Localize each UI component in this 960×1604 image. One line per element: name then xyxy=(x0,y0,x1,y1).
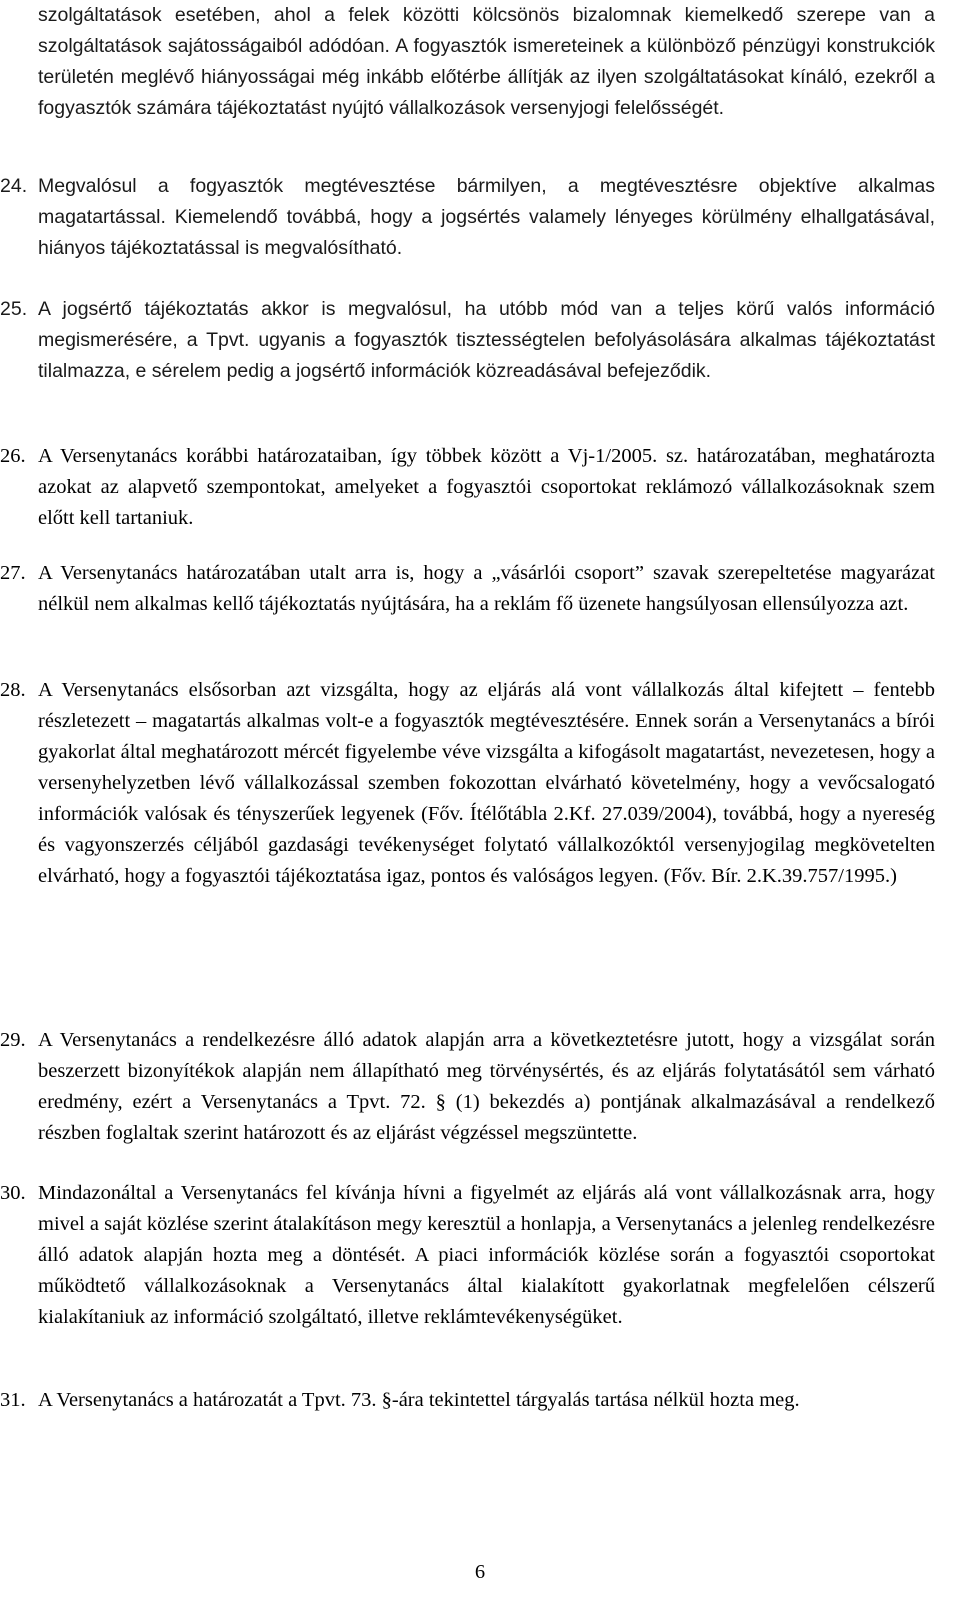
continuation-paragraph xyxy=(38,0,935,124)
paragraph-text: A Versenytanács elsősorban azt vizsgálta, hogy az eljárás alá vont vállalkozás által kifejtett – fentebb részletezett – magatartás alkalmas volt-e a fogyasztók megtévesztésére. Ennek során a Versenytanács a bírói gyakorlat által meghatározott mércét figyelembe véve vizsgálta a kifogásolt magatartást, nevezetesen, hogy a versenyhelyzetben lévő vállalkozással szemben fokozottan elvárható követelmény, hogy a vevőcsalogató információk valósak és tényszerűek legyenek (Főv. Ítélőtábla 2.Kf. 27.039/2004), továbbá, hogy a nyereség és vagyonszerzés céljából gazdasági tevékenységet folytató vállalkozóktól versenyjogilag megkövetelten elvárható, hogy a fogyasztói tájékoztatása igaz, pontos és valóságos legyen. (Főv. Bír. 2.K.39.757/1995.) xyxy=(38,679,935,887)
continuation-text: szolgáltatások esetében, ahol a felek közötti kölcsönös bizalomnak kiemelkedő szerepe van a szolgáltatások sajátosságaiból adódóan. A fogyasztók ismereteinek a különböző pénzügyi konstrukciók területén meglévő hiányosságai még inkább előtérbe állítják az ilyen szolgáltatásokat kínáló, ezekről a fogyasztók számára tájékoztatást nyújtó vállalkozások versenyjogi felelősségét. xyxy=(38,4,935,119)
paragraph-30 xyxy=(0,1178,935,1333)
paragraph-number: 24. xyxy=(0,175,28,197)
paragraph-26 xyxy=(0,441,935,534)
paragraph-number: 28. xyxy=(0,679,26,701)
paragraph-29 xyxy=(0,1025,935,1149)
paragraph-text: Megvalósul a fogyasztók megtévesztése bármilyen, a megtévesztésre objektíve alkalmas magatartással. Kiemelendő továbbá, hogy a jogsértés valamely lényeges körülmény elhallgatásával, hiányos tájékoztatással is megvalósítható. xyxy=(38,175,935,259)
paragraph-number: 26. xyxy=(0,445,26,467)
paragraph-31 xyxy=(0,1385,935,1416)
paragraph-28 xyxy=(0,675,935,892)
paragraph-number: 29. xyxy=(0,1029,26,1051)
paragraph-text: A Versenytanács a határozatát a Tpvt. 73. §-ára tekintettel tárgyalás tartása nélkül hozta meg. xyxy=(38,1389,800,1411)
paragraph-number: 30. xyxy=(0,1182,26,1204)
paragraph-number: 31. xyxy=(0,1389,26,1411)
paragraph-number: 27. xyxy=(0,562,26,584)
paragraph-27 xyxy=(0,558,935,620)
paragraph-text: A Versenytanács a rendelkezésre álló adatok alapján arra a következtetésre jutott, hogy a vizsgálat során beszerzett bizonyítékok alapján nem állapítható meg törvénysértés, és az eljárás folytatásától sem várható eredmény, ezért a Versenytanács a Tpvt. 72. § (1) bekezdés a) pontjának alkalmazásával a rendelkező részben foglaltak szerint határozott és az eljárást végzéssel megszüntette. xyxy=(38,1029,935,1144)
paragraph-text: A Versenytanács korábbi határozataiban, így többek között a Vj-1/2005. sz. határozatában, meghatározta azokat az alapvető szempontokat, amelyeket a fogyasztói csoportokat reklámozó vállalkozásoknak szem előtt kell tartaniuk. xyxy=(38,445,935,529)
paragraph-text: A Versenytanács határozatában utalt arra is, hogy a „vásárlói csoport” szavak szerepeltetése magyarázat nélkül nem alkalmas kellő tájékoztatás nyújtására, ha a reklám fő üzenete hangsúlyosan ellensúlyozza azt. xyxy=(38,562,935,615)
paragraph-24 xyxy=(0,171,935,264)
page-number: 6 xyxy=(474,1561,486,1583)
paragraph-text: A jogsértő tájékoztatás akkor is megvalósul, ha utóbb mód van a teljes körű valós információ megismerésére, a Tpvt. ugyanis a fogyasztók tisztességtelen befolyásolására alkalmas tájékoztatást tilalmazza, e sérelem pedig a jogsértő információk közreadásával befejeződik. xyxy=(38,298,935,382)
paragraph-number: 25. xyxy=(0,298,28,320)
paragraph-25 xyxy=(0,294,935,387)
paragraph-text: Mindazonáltal a Versenytanács fel kívánja hívni a figyelmét az eljárás alá vont vállalkozásnak arra, hogy mivel a saját közlése szerint átalakításon megy keresztül a honlapja, a Versenytanács a jelenleg rendelkezésre álló adatok alapján hozta meg a döntését. A piaci információk közlése során a fogyasztói csoportokat működtető vállalkozásoknak a Versenytanács által kialakított gyakorlatnak megfelelően célszerű kialakítaniuk az információ szolgáltató, illetve reklámtevékenységüket. xyxy=(38,1182,935,1328)
